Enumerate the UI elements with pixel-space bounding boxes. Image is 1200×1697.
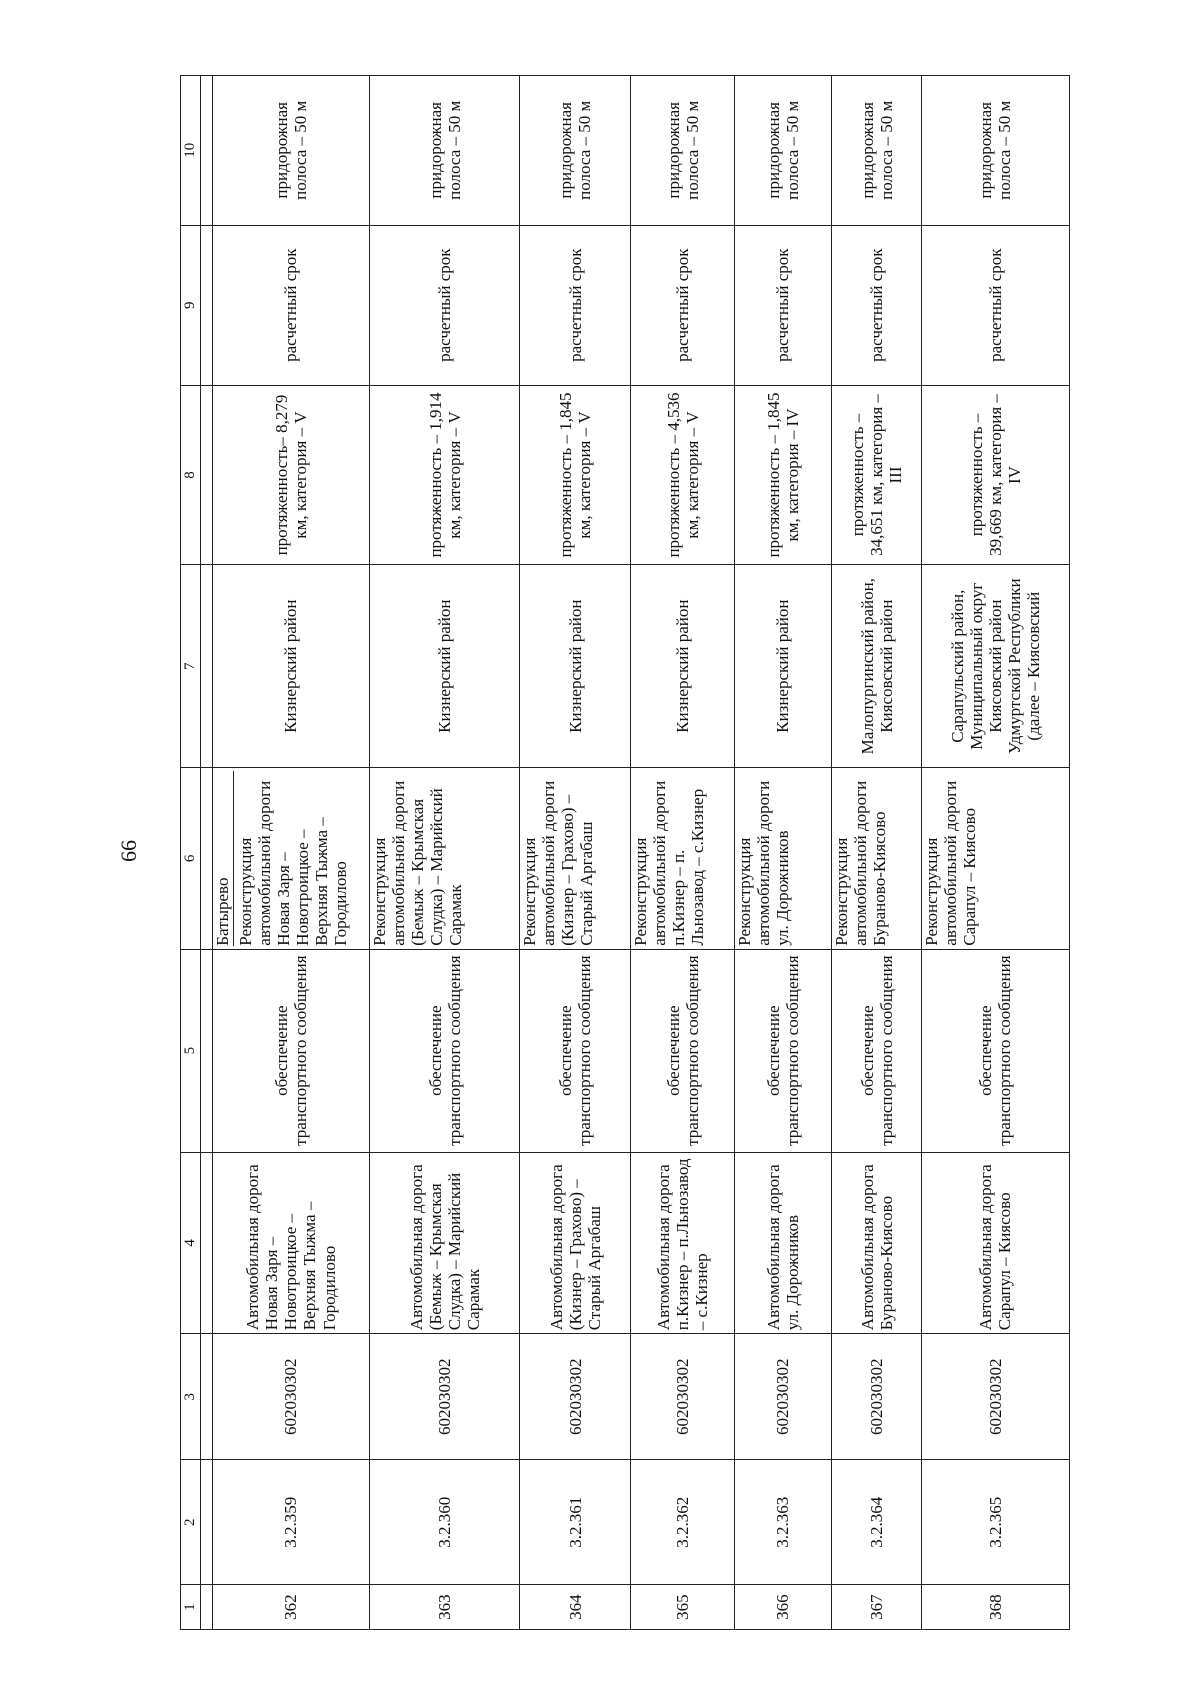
location-cell-text: Кизнерский район: [281, 599, 301, 733]
characteristics-cell-text: протяженность – 39,669 км, категория – IV: [966, 394, 1024, 556]
activity-cell: [921, 768, 1069, 950]
term-cell-text: расчетный срок: [985, 248, 1005, 362]
location-cell: [370, 565, 520, 768]
characteristics-cell: [631, 385, 735, 564]
row-number-cell-text: 368: [985, 1594, 1005, 1620]
class-code-cell-text: 602030302: [985, 1358, 1005, 1435]
column-number: 2: [181, 1460, 201, 1585]
term-cell-text: расчетный срок: [281, 248, 301, 362]
row-number-cell-text: 365: [673, 1594, 693, 1620]
class-code-cell: [631, 1334, 735, 1460]
zone-cell-text: придорожная полоса – 50 м: [425, 100, 464, 200]
zone-cell-text: придорожная полоса – 50 м: [556, 100, 595, 200]
column-number: 4: [181, 1152, 201, 1334]
activity-cell-text: Реконструкция автомобильной дороги (Кизнер – Грахово) –Старый Аргабаш: [520, 780, 597, 946]
purpose-cell-text: обеспечение транспортного сообщения: [663, 955, 702, 1146]
location-cell-text: Кизнерский район: [565, 599, 585, 733]
column-number: 1: [181, 1585, 201, 1630]
object-name-cell-text: Автомобильная дорога Сарапул – Киясово: [976, 1164, 1015, 1331]
class-code-cell-text: 602030302: [281, 1358, 301, 1435]
term-cell: [370, 225, 520, 385]
code-cell-text: 3.2.363: [773, 1496, 793, 1548]
purpose-cell-text: обеспечение транспортного сообщения: [857, 955, 896, 1146]
zone-cell-text: придорожная полоса – 50 м: [976, 100, 1015, 200]
purpose-cell: [520, 949, 631, 1152]
table-row: [212, 76, 370, 1630]
object-name-cell-text: Автомобильная дорога п.Кизнер – п.Льнозавод – с.Кизнер: [654, 1158, 712, 1331]
term-cell-text: расчетный срок: [773, 248, 793, 362]
column-number: 10: [181, 76, 201, 226]
purpose-cell: [734, 949, 831, 1152]
term-cell-text: расчетный срок: [673, 248, 693, 362]
object-name-cell-text: Автомобильная дорога ул. Дорожников: [763, 1164, 802, 1331]
characteristics-cell-text: протяженность – 1,914 км, категория – V: [425, 392, 464, 558]
characteristics-cell: [832, 385, 922, 564]
table-row: [631, 76, 735, 1630]
object-name-cell: [734, 1152, 831, 1334]
location-cell: [631, 565, 735, 768]
location-cell-text: Сарапульский район, Муниципальный округ Киясовский район Удмуртской Республики (далее – Киясовский: [947, 578, 1044, 754]
zone-cell-text: придорожная полоса – 50 м: [763, 100, 802, 200]
purpose-cell-text: обеспечение транспортного сообщения: [425, 955, 464, 1146]
characteristics-cell-text: протяженность – 4,536 км, категория – V: [663, 392, 702, 558]
table-row: [734, 76, 831, 1630]
column-number: 3: [181, 1334, 201, 1460]
row-number-cell: [631, 1585, 735, 1630]
purpose-cell-text: обеспечение транспортного сообщения: [976, 955, 1015, 1146]
zone-cell: [734, 76, 831, 226]
code-cell-text: 3.2.365: [985, 1496, 1005, 1548]
activity-cell: [734, 768, 831, 950]
purpose-cell-text: обеспечение транспортного сообщения: [763, 955, 802, 1146]
location-cell-text: Кизнерский район: [673, 599, 693, 733]
objects-table-sheet: [180, 75, 1070, 1630]
term-cell: [631, 225, 735, 385]
row-number-cell-text: 364: [565, 1594, 585, 1620]
object-name-cell: [832, 1152, 922, 1334]
characteristics-cell: [734, 385, 831, 564]
characteristics-cell-text: протяженность – 1,845 км, категория – IV: [763, 392, 802, 558]
activity-cell-text: Реконструкция автомобильной дороги Бураново-Киясово: [832, 780, 890, 946]
column-number: 9: [181, 225, 201, 385]
table-row: [921, 76, 1069, 1630]
characteristics-cell: [212, 385, 370, 564]
zone-cell: [631, 76, 735, 226]
column-number: 7: [181, 565, 201, 768]
object-name-cell-text: Автомобильная дорога Новая Заря – Новотроицкое – Верхняя Тыжма – Городилово: [243, 1164, 339, 1331]
location-cell-text: Кизнерский район: [435, 599, 455, 733]
row-number-cell-text: 366: [773, 1594, 793, 1620]
activity-cell: [832, 768, 922, 950]
class-code-cell-text: 602030302: [773, 1358, 793, 1435]
row-number-cell-text: 367: [867, 1594, 887, 1620]
location-cell-text: Малопургинский район, Киясовский район: [857, 578, 896, 755]
column-number: 6: [181, 768, 201, 950]
purpose-cell-text: обеспечение транспортного сообщения: [556, 955, 595, 1146]
row-number-cell: [921, 1585, 1069, 1630]
code-cell: [832, 1460, 922, 1585]
object-name-cell-text: Автомобильная дорога (Кизнер – Грахово) – Старый Аргабаш: [546, 1164, 604, 1331]
objects-table: [180, 75, 1070, 1630]
purpose-cell: [631, 949, 735, 1152]
row-number-cell: [832, 1585, 922, 1630]
class-code-cell-text: 602030302: [867, 1358, 887, 1435]
object-name-cell: [921, 1152, 1069, 1334]
purpose-cell: [212, 949, 370, 1152]
object-name-cell: [631, 1152, 735, 1334]
row-number-cell: [370, 1585, 520, 1630]
page-number: 66: [116, 840, 141, 862]
row-number-cell: [520, 1585, 631, 1630]
row-number-cell: [734, 1585, 831, 1630]
activity-cell-text: Реконструкция автомобильной дороги п.Кизнер – п. Льнозавод – с.Кизнер: [631, 780, 708, 946]
location-cell-text: Кизнерский район: [773, 599, 793, 733]
characteristics-cell: [921, 385, 1069, 564]
activity-cell-text: Реконструкция автомобильной дороги ул. Дорожников: [734, 780, 792, 946]
purpose-cell: [370, 949, 520, 1152]
activity-cell-text: Реконструкция автомобильной дороги Новая Заря – Новотроицкое – Верхняя Тыжма – Городилово: [235, 780, 350, 946]
table-row: [832, 76, 922, 1630]
zone-cell: [921, 76, 1069, 226]
code-cell-text: 3.2.360: [435, 1496, 455, 1548]
purpose-cell: [832, 949, 922, 1152]
term-cell: [212, 225, 370, 385]
activity-cell: [370, 768, 520, 950]
code-cell-text: 3.2.364: [867, 1496, 887, 1548]
location-cell: [520, 565, 631, 768]
location-cell: [734, 565, 831, 768]
term-cell: [520, 225, 631, 385]
row-number-cell: [212, 1585, 370, 1630]
class-code-cell: [212, 1334, 370, 1460]
characteristics-cell-text: протяженность – 1,845 км, категория – V: [556, 392, 595, 558]
column-number: 8: [181, 385, 201, 564]
code-cell: [631, 1460, 735, 1585]
class-code-cell: [921, 1334, 1069, 1460]
code-cell: [370, 1460, 520, 1585]
row-number-cell-text: 362: [281, 1594, 301, 1620]
object-name-cell-text: Автомобильная дорога (Бемыж – Крымская Слудка) – Марийский Сарамак: [406, 1164, 483, 1331]
object-name-cell-text: Автомобильная дорога Бураново-Киясово: [857, 1164, 896, 1331]
characteristics-cell: [520, 385, 631, 564]
code-cell: [734, 1460, 831, 1585]
term-cell-text: расчетный срок: [435, 248, 455, 362]
class-code-cell-text: 602030302: [565, 1358, 585, 1435]
code-cell-text: 3.2.361: [565, 1496, 585, 1548]
table-row: [520, 76, 631, 1630]
class-code-cell: [734, 1334, 831, 1460]
carryover-text: Батырево: [213, 771, 234, 946]
activity-cell-text: Реконструкция автомобильной дороги Сарапул – Киясово: [921, 780, 980, 946]
term-cell: [832, 225, 922, 385]
code-cell: [520, 1460, 631, 1585]
term-cell-text: расчетный срок: [867, 248, 887, 362]
code-cell-text: 3.2.359: [281, 1496, 301, 1548]
code-cell: [212, 1460, 370, 1585]
characteristics-cell-text: протяженность– 8,279 км, категория – V: [271, 394, 310, 556]
zone-cell-text: придорожная полоса – 50 м: [271, 100, 310, 200]
zone-cell-text: придорожная полоса – 50 м: [663, 100, 702, 200]
activity-cell-text: Реконструкция автомобильной дороги (Бемыж – Крымская Слудка) – Марийский Сарамак: [370, 780, 466, 946]
column-number-row: [181, 76, 201, 1630]
class-code-cell-text: 602030302: [673, 1358, 693, 1435]
class-code-cell-text: 602030302: [435, 1358, 455, 1435]
row-number-cell-text: 363: [435, 1594, 455, 1620]
location-cell: [212, 565, 370, 768]
purpose-cell-text: обеспечение транспортного сообщения: [271, 955, 310, 1146]
column-number: 5: [181, 949, 201, 1152]
zone-cell: [370, 76, 520, 226]
location-cell: [921, 565, 1069, 768]
characteristics-cell: [370, 385, 520, 564]
class-code-cell: [520, 1334, 631, 1460]
code-cell: [921, 1460, 1069, 1585]
characteristics-cell-text: протяженность – 34,651 км, категория – III: [848, 394, 906, 556]
zone-cell-text: придорожная полоса – 50 м: [857, 100, 896, 200]
class-code-cell: [832, 1334, 922, 1460]
purpose-cell: [921, 949, 1069, 1152]
table-row: [370, 76, 520, 1630]
object-name-cell: [370, 1152, 520, 1334]
zone-cell: [520, 76, 631, 226]
code-cell-text: 3.2.362: [673, 1496, 693, 1548]
term-cell-text: расчетный срок: [565, 248, 585, 362]
zone-cell: [832, 76, 922, 226]
activity-cell: [631, 768, 735, 950]
activity-cell: [212, 768, 370, 950]
location-cell: [832, 565, 922, 768]
object-name-cell: [212, 1152, 370, 1334]
object-name-cell: [520, 1152, 631, 1334]
term-cell: [734, 225, 831, 385]
class-code-cell: [370, 1334, 520, 1460]
term-cell: [921, 225, 1069, 385]
activity-cell: [520, 768, 631, 950]
zone-cell: [212, 76, 370, 226]
carryover-row: [201, 76, 213, 1630]
